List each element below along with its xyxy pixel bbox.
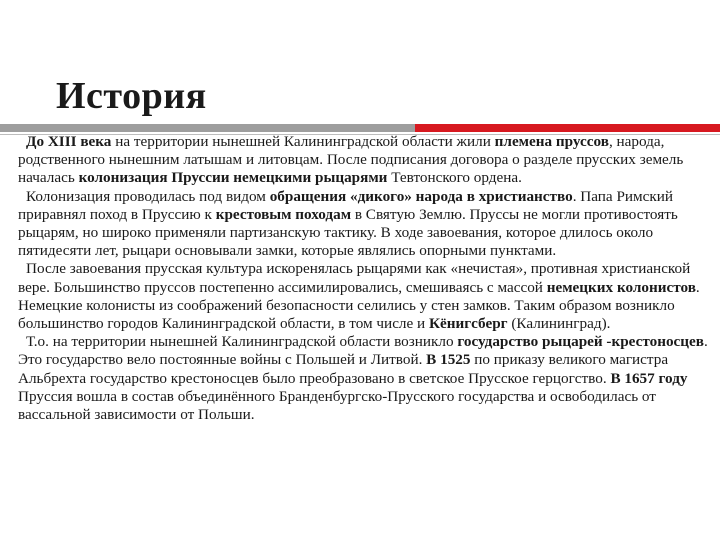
bold-text: крестовым походам (215, 205, 352, 223)
bold-text: XIII века (47, 133, 112, 150)
text-run: Тевтонского ордена. (387, 169, 522, 187)
text-run: Т.о. на территории нынешней Калининградской области возникло (26, 333, 458, 351)
text-run: в Святую Землю. Пруссы не могли противостоять рыцарям, но широко применяли партизанскую тактику. В ходе завоевания, которое длилось около пятидесяти лет, рыцари основывали замки, которые являлись опорными пунктами. (18, 205, 678, 260)
slide-title: История (56, 75, 207, 117)
text-run: . Немецкие колонисты из соображений безопасности селились у стен замков. Таким образом возникло большинство городов Калининградской области, в том числе и (18, 278, 700, 333)
text-run: . Папа Римский приравнял поход в Пруссию к (18, 187, 674, 223)
text-run: . Это государство вело постоянные войны с Польшей и Литвой. (18, 333, 708, 369)
text-run: Колонизация проводилась под видом (26, 187, 270, 205)
paragraph (18, 260, 712, 333)
bold-text: До (26, 133, 48, 150)
bold-text: государство рыцарей -крестоносцев (457, 333, 704, 351)
bold-text: Кёнигсберг (428, 315, 508, 333)
bold-text: немецких колонистов (546, 278, 696, 296)
bold-text: колонизация Пруссии немецкими рыцарями (78, 169, 388, 187)
paragraph (18, 333, 712, 424)
paragraph (18, 133, 712, 188)
text-run: (Калининград). (507, 315, 611, 333)
bold-text: В 1525 (426, 351, 471, 369)
body-text (18, 133, 712, 424)
bold-text: обращения «дикого» народа в христианство (269, 187, 573, 205)
text-run: на территории нынешней Калининградской области жили (111, 133, 495, 150)
bold-text: В 1657 году (610, 369, 688, 387)
title-underline-red (415, 124, 720, 132)
text-run: После завоевания прусская культура искоренялась рыцарями как «нечистая», противная христианской вере. Большинство пруссов постепенно ассимилировались, смешиваясь с массой (18, 260, 691, 296)
text-run: по приказу великого магистра Альбрехта государство крестоносцев было преобразовано в светское Прусское герцогство. (18, 351, 669, 387)
paragraph (18, 188, 712, 261)
title-underline-gray (0, 124, 415, 132)
bold-text: племена пруссов (494, 133, 609, 150)
text-run: , народа, родственного нынешним латышам и литовцам. После подписания договора о разделе прусских земель началась (18, 133, 684, 187)
text-run: Пруссия вошла в состав объединённого Бранденбургско-Прусского государства и освободилась от вассальной зависимости от Польши. (18, 387, 656, 424)
